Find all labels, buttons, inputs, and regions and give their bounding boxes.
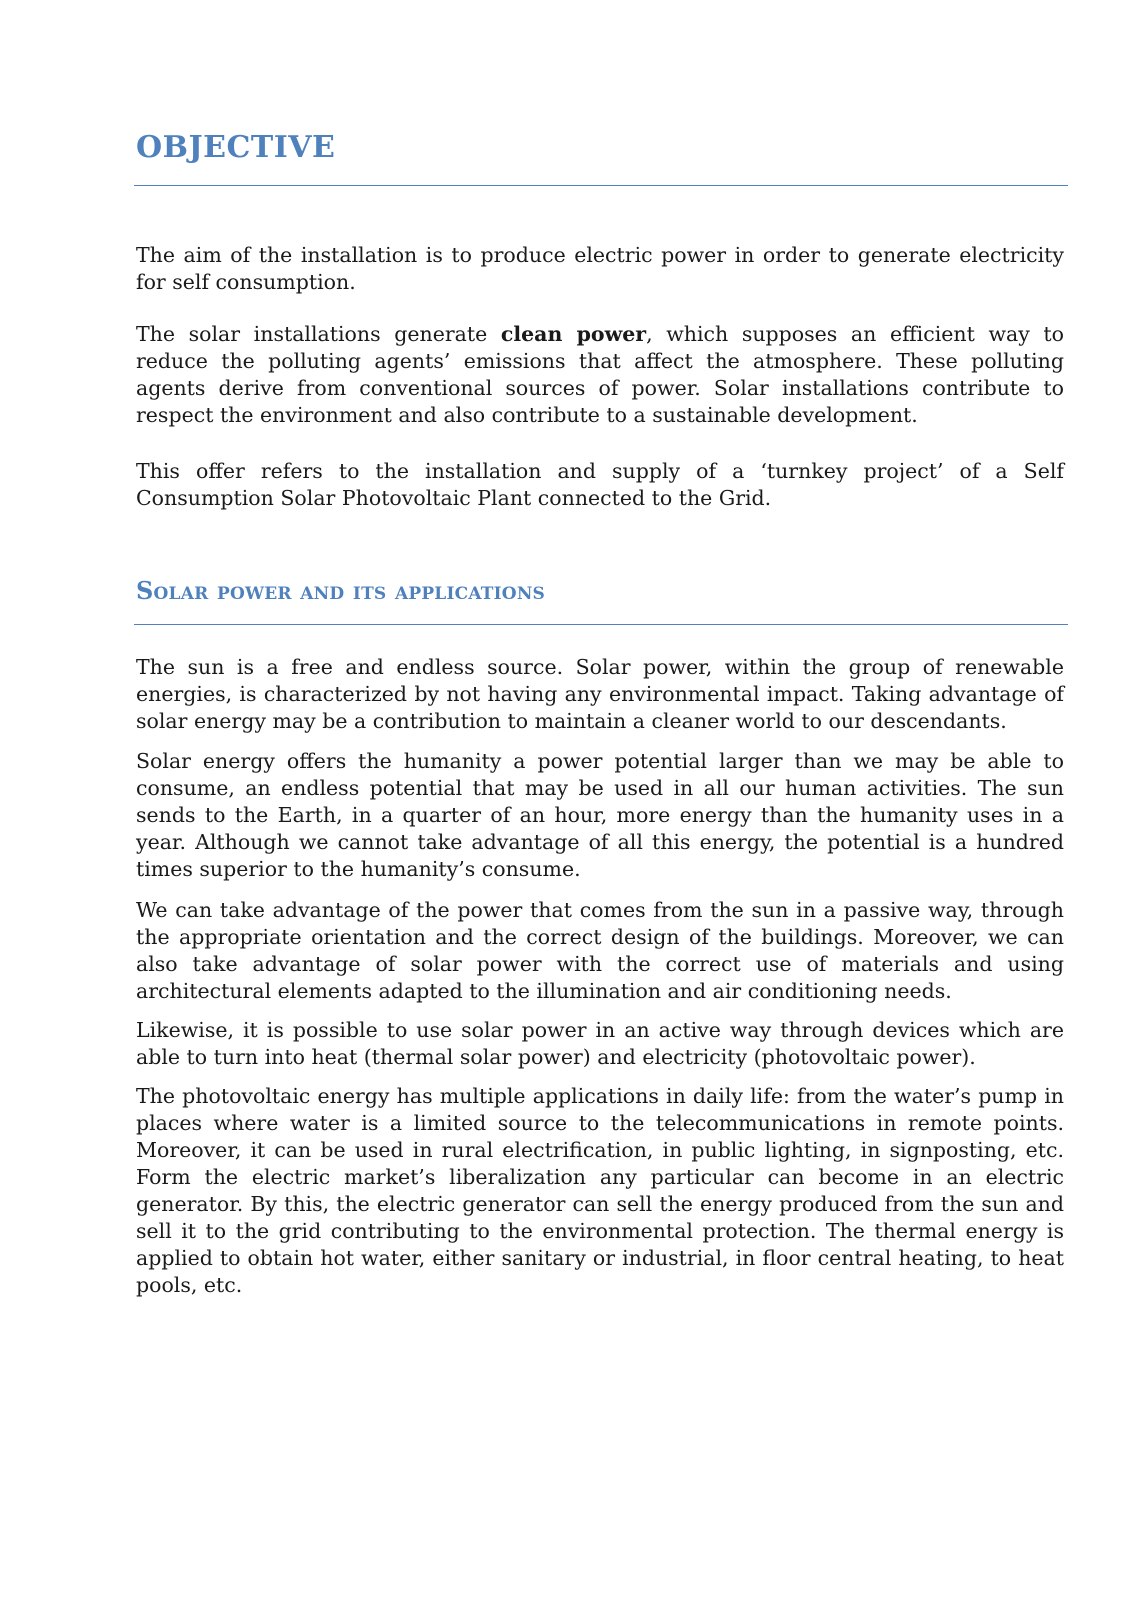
paragraph-photovoltaic-applications: The photovoltaic energy has multiple applications in daily life: from the water’s pump in places where water is a limited source to the telecommunications in remote points. Moreover, it can be used in rural electrification, in public lighting, in signposting, etc. Form the electric market’s liberalization any particular can become in an electric generator. By this, the electric generator can sell the energy produced from the sun and sell it to the grid contributing to the environmental protection. The thermal energy is applied to obtain hot water, either sanitary or industrial, in floor central heating, to heat pools, etc. [136,1084,1064,1297]
clean-power-emphasis: clean power [500,322,647,346]
paragraph-active-use: Likewise, it is possible to use solar power in an active way through devices which are able to turn into heat (thermal solar power) and electricity (photovoltaic power). [136,1018,1064,1069]
paragraph-aim: The aim of the installation is to produce electric power in order to generate electricity for self consumption. [136,243,1064,294]
paragraph-clean-power-text-end: , which supposes an efficient way to reduce the polluting agents’ emissions that affect the atmosphere. These polluting agents derive from conventional sources of power. Solar installations contribute to respect the environment and also contribute to a sustainable development. [136,322,1065,427]
paragraph-clean-power [136,321,1064,429]
heading-underline-objective [134,185,1068,186]
paragraph-offer: This offer refers to the installation and supply of a ‘turnkey project’ of a Self Consumption Solar Photovoltaic Plant connected to the Grid. [136,459,1064,510]
heading-solar-power-applications: Solar power and its applications [136,576,546,605]
paragraph-clean-power-text-start: The solar installations generate [136,322,501,346]
paragraph-free-source: The sun is a free and endless source. Solar power, within the group of renewable energies, is characterized by not having any environmental impact. Taking advantage of solar energy may be a contribution to maintain a cleaner world to our descendants. [136,655,1064,733]
paragraph-passive-use: We can take advantage of the power that comes from the sun in a passive way, through the appropriate orientation and the correct design of the buildings. Moreover, we can also take advantage of solar power with the correct use of materials and using architectural elements adapted to the illumination and air conditioning needs. [136,898,1064,1003]
heading-underline-solar [134,624,1068,625]
heading-objective: OBJECTIVE [136,130,336,165]
paragraph-power-potential: Solar energy offers the humanity a power potential larger than we may be able to consume, an endless potential that may be used in all our human activities. The sun sends to the Earth, in a quarter of an hour, more energy than the humanity uses in a year. Although we cannot take advantage of all this energy, the potential is a hundred times superior to the humanity’s consume. [136,749,1064,881]
